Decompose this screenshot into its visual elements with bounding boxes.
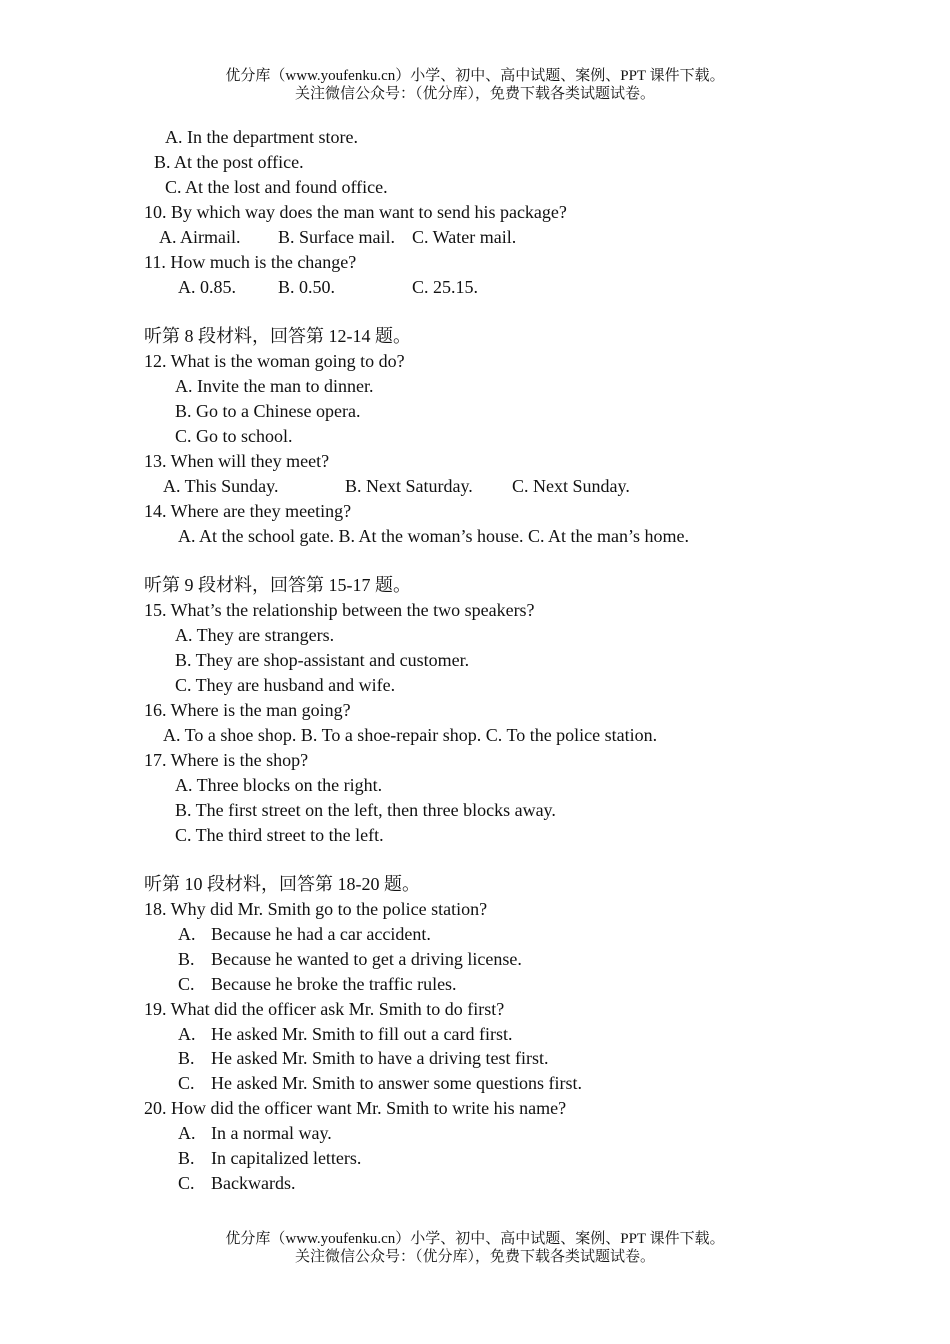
q19-option-b: He asked Mr. Smith to have a driving test first. [211, 1048, 549, 1068]
q18-option-c: Because he broke the traffic rules. [211, 974, 457, 994]
q11-option-c: C. 25.15. [412, 277, 479, 297]
q18-option-a-letter: A. [178, 924, 196, 944]
q15-option-a: A. They are strangers. [175, 625, 335, 645]
q14-text: 14. Where are they meeting? [144, 501, 352, 521]
section-10-heading: 听第 10 段材料，回答第 18-20 题。 [144, 874, 420, 894]
q19-option-a-letter: A. [178, 1024, 196, 1044]
q12-text: 12. What is the woman going to do? [144, 351, 405, 371]
q9-option-a: A. In the department store. [165, 127, 358, 147]
section-8-heading: 听第 8 段材料，回答第 12-14 题。 [144, 326, 411, 346]
page-footer [0, 1230, 950, 1266]
q9-option-c: C. At the lost and found office. [165, 177, 388, 197]
q17-option-a: A. Three blocks on the right. [175, 775, 383, 795]
footer-line-1: 优分库（www.youfenku.cn）小学、初中、高中试题、案例、PPT 课件下载。 [225, 1231, 725, 1247]
q17-option-c: C. The third street to the left. [175, 825, 384, 845]
q15-text: 15. What’s the relationship between the two speakers? [144, 600, 535, 620]
q11-option-b: B. 0.50. [278, 277, 336, 297]
q18-option-b-letter: B. [178, 949, 195, 969]
q13-text: 13. When will they meet? [144, 451, 330, 471]
q20-option-a-letter: A. [178, 1123, 196, 1143]
q20-option-b: In capitalized letters. [211, 1148, 362, 1168]
q17-option-b: B. The first street on the left, then three blocks away. [175, 800, 556, 820]
q17-text: 17. Where is the shop? [144, 750, 309, 770]
q13-option-a: A. This Sunday. [163, 476, 279, 496]
q18-text: 18. Why did Mr. Smith go to the police station? [144, 899, 488, 919]
q20-option-a: In a normal way. [211, 1123, 332, 1143]
q18-option-c-letter: C. [178, 974, 195, 994]
footer-line-2: 关注微信公众号：（优分库），免费下载各类试题试卷。 [294, 1249, 655, 1265]
q13-option-c: C. Next Sunday. [512, 476, 630, 496]
q9-option-b: B. At the post office. [154, 152, 304, 172]
page-header [0, 67, 950, 103]
q11-text: 11. How much is the change? [144, 252, 357, 272]
q20-option-c-letter: C. [178, 1173, 195, 1193]
q12-option-b: B. Go to a Chinese opera. [175, 401, 361, 421]
q16-options: A. To a shoe shop. B. To a shoe-repair shop. C. To the police station. [163, 725, 658, 745]
header-line-2: 关注微信公众号：（优分库），免费下载各类试题试卷。 [294, 86, 655, 102]
q18-option-b: Because he wanted to get a driving license. [211, 949, 522, 969]
q12-option-a: A. Invite the man to dinner. [175, 376, 374, 396]
q19-option-b-letter: B. [178, 1048, 195, 1068]
q13-option-b: B. Next Saturday. [345, 476, 473, 496]
q10-option-b: B. Surface mail. [278, 227, 395, 247]
q20-option-b-letter: B. [178, 1148, 195, 1168]
q18-option-a: Because he had a car accident. [211, 924, 431, 944]
q19-option-a: He asked Mr. Smith to fill out a card first. [211, 1024, 513, 1044]
q10-text: 10. By which way does the man want to send his package? [144, 202, 567, 222]
section-9-heading: 听第 9 段材料，回答第 15-17 题。 [144, 575, 411, 595]
q20-option-c: Backwards. [211, 1173, 296, 1193]
q19-text: 19. What did the officer ask Mr. Smith to do first? [144, 999, 505, 1019]
q12-option-c: C. Go to school. [175, 426, 293, 446]
q10-option-a: A. Airmail. [159, 227, 241, 247]
q10-option-c: C. Water mail. [412, 227, 517, 247]
q15-option-b: B. They are shop-assistant and customer. [175, 650, 470, 670]
q19-option-c-letter: C. [178, 1073, 195, 1093]
header-line-1: 优分库（www.youfenku.cn）小学、初中、高中试题、案例、PPT 课件下载。 [225, 68, 725, 84]
q11-option-a: A. 0.85. [178, 277, 236, 297]
q16-text: 16. Where is the man going? [144, 700, 351, 720]
q20-text: 20. How did the officer want Mr. Smith to write his name? [144, 1098, 567, 1118]
q14-options: A. At the school gate. B. At the woman’s house. C. At the man’s home. [178, 526, 689, 546]
q15-option-c: C. They are husband and wife. [175, 675, 396, 695]
q19-option-c: He asked Mr. Smith to answer some questions first. [211, 1073, 582, 1093]
